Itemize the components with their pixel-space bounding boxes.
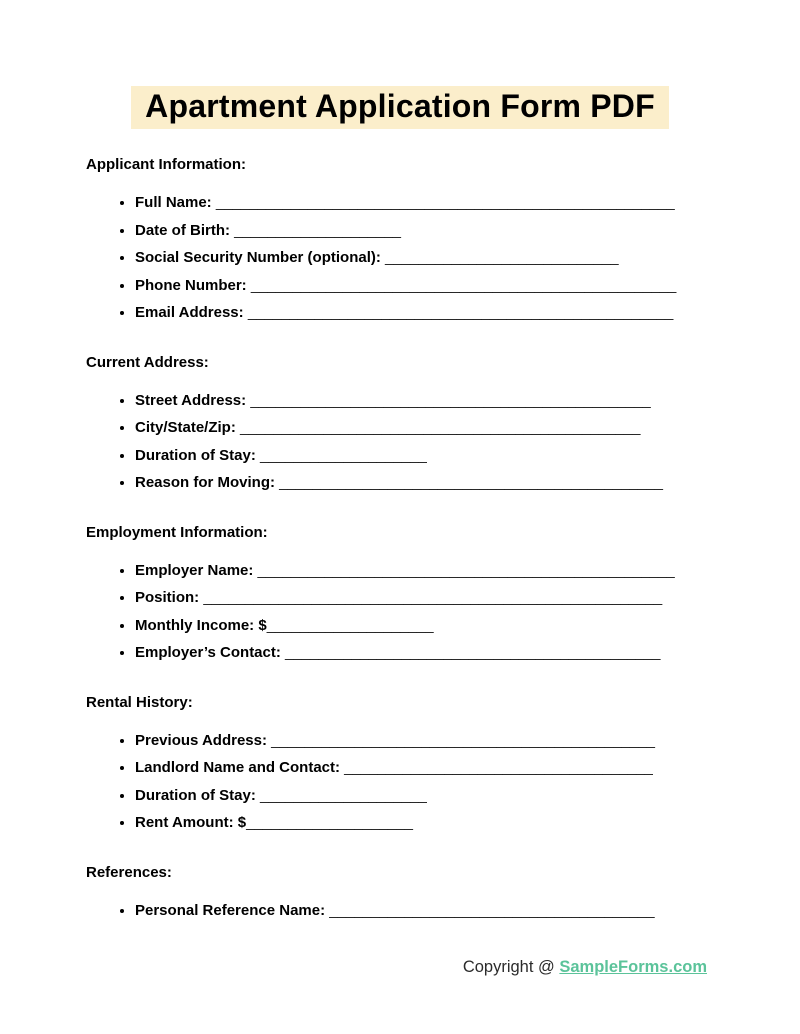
field-blank-line: __________________________________________________ [253, 561, 675, 579]
field-social-security-number [135, 244, 800, 272]
field-street-address [135, 387, 800, 415]
field-reason-for-moving [135, 469, 800, 497]
field-blank-line: ____________________ [230, 221, 402, 239]
field-label: Employer Name: [135, 561, 254, 579]
section-heading-rental-history: Rental History: [86, 693, 193, 711]
field-label: Street Address: [135, 391, 247, 409]
field-label: Duration of Stay: [135, 446, 256, 464]
field-blank-line: _______________________________________________________ [211, 194, 675, 211]
title-bar [0, 86, 800, 129]
field-label: Social Security Number (optional): [135, 249, 381, 266]
field-blank-line: _____________________________________________ [280, 644, 661, 661]
field-blank-line: _______________________________________ [325, 901, 655, 919]
field-full-name [135, 189, 800, 217]
field-label: Phone Number: [135, 276, 247, 294]
sampleforms-link[interactable]: SampleForms.com [559, 958, 707, 976]
section-heading-employment-information: Employment Information: [86, 523, 268, 541]
field-label: Date of Birth: [135, 221, 230, 239]
field-employers-contact [135, 639, 800, 667]
field-label: Reason for Moving: [135, 474, 276, 491]
field-city-state-zip [135, 414, 800, 442]
field-blank-line: _____________________________________ [340, 759, 653, 776]
field-date-of-birth [135, 217, 800, 245]
field-label: Personal Reference Name: [135, 901, 326, 919]
field-blank-line: ________________________________________________ [235, 419, 641, 436]
field-position [135, 584, 800, 612]
field-label: Full Name: [135, 194, 212, 211]
field-blank-line: ______________________________________________ [275, 474, 663, 491]
field-blank-line: ____________________ [266, 616, 434, 634]
field-landlord-name-and-contact [135, 754, 800, 782]
section-heading-references: References: [86, 863, 172, 881]
field-blank-line: ____________________ [255, 446, 427, 464]
field-label: Rent Amount: $ [135, 814, 247, 831]
field-label: Previous Address: [135, 731, 267, 749]
page-title: Apartment Application Form PDF [131, 86, 669, 129]
copyright-text: Copyright @ [462, 958, 555, 976]
field-duration-of-stay [135, 442, 800, 470]
field-monthly-income [135, 612, 800, 640]
field-blank-line: ____________________ [255, 786, 427, 804]
field-previous-address [135, 727, 800, 755]
field-blank-line: ___________________________________________________ [243, 304, 674, 321]
field-blank-line: ___________________________________________________ [246, 276, 677, 294]
field-blank-line: ______________________________________________ [267, 731, 655, 749]
field-label: Duration of Stay: [135, 786, 256, 804]
field-label: Email Address: [135, 304, 244, 321]
field-label: City/State/Zip: [135, 419, 236, 436]
section-heading-applicant-information: Applicant Information: [86, 156, 246, 173]
section-heading-current-address: Current Address: [86, 353, 209, 371]
field-list-applicant-information [86, 189, 800, 327]
field-list-rental-history [86, 727, 800, 837]
footer [0, 956, 707, 978]
field-list-references [86, 897, 800, 925]
field-rent-amount [135, 809, 800, 837]
field-personal-reference-name [135, 897, 800, 925]
field-list-employment-information [86, 557, 800, 667]
field-phone-number [135, 272, 800, 300]
field-blank-line: ________________________________________________ [246, 391, 651, 409]
field-blank-line: ____________________ [246, 814, 413, 831]
field-label: Landlord Name and Contact: [135, 759, 341, 776]
field-label: Position: [135, 589, 200, 606]
field-email-address [135, 299, 800, 327]
field-duration-of-stay-rental [135, 782, 800, 810]
field-blank-line: _______________________________________________________ [199, 589, 663, 606]
field-blank-line: ____________________________ [380, 249, 619, 266]
field-employer-name [135, 557, 800, 585]
field-label: Employer’s Contact: [135, 644, 281, 661]
field-list-current-address [86, 387, 800, 497]
field-label: Monthly Income: $ [135, 616, 267, 634]
